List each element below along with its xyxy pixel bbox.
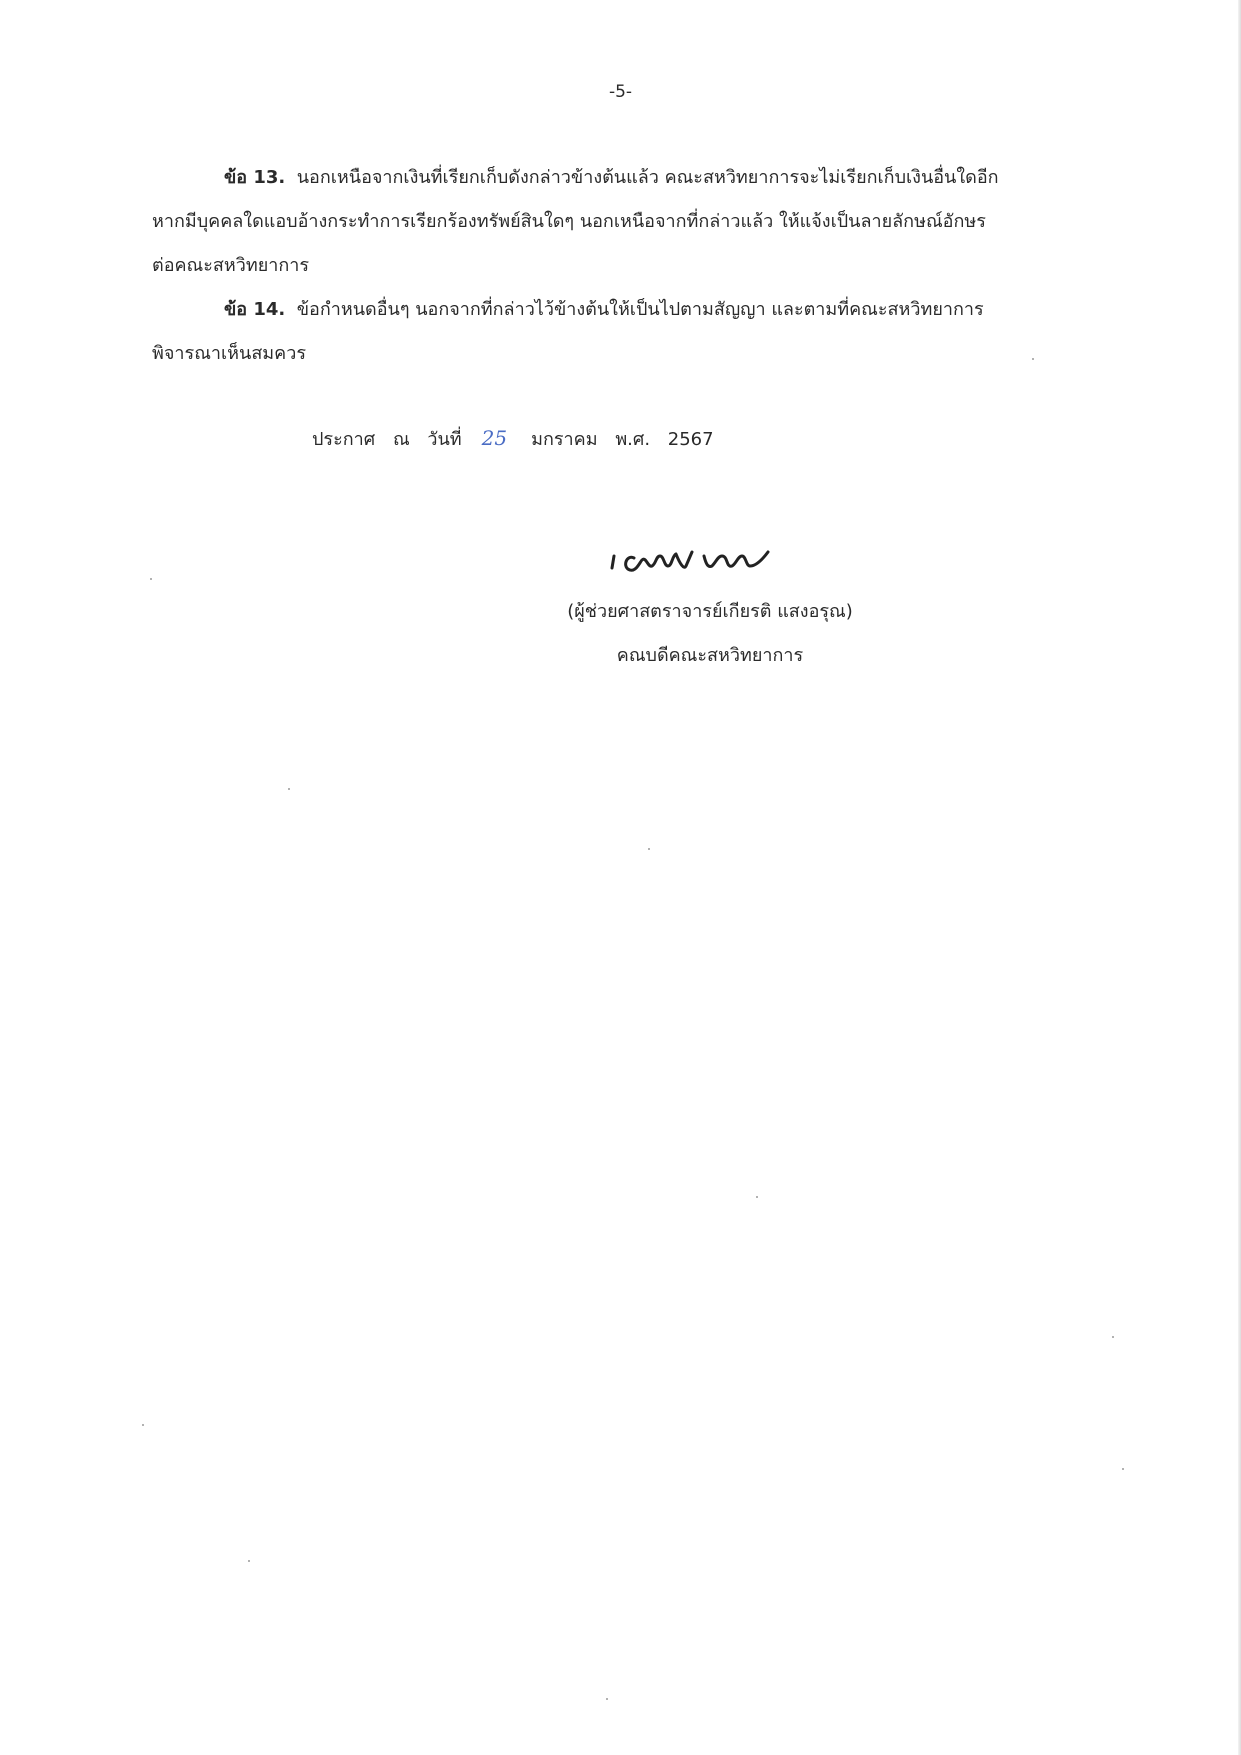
scan-speck (648, 848, 650, 850)
announcement-year: 2567 (667, 429, 714, 450)
announcement-day-label: วันที่ (427, 429, 462, 450)
scan-speck (142, 1424, 144, 1426)
clause-14-text-1: ข้อกำหนดอื่นๆ นอกจากที่กล่าวไว้ข้างต้นให้เป็นไปตามสัญญา และตามที่คณะสหวิทยาการ (296, 299, 984, 320)
scan-speck (1122, 1468, 1124, 1470)
signer-name: (ผู้ช่วยศาสตราจารย์เกียรติ แสงอรุณ) (567, 601, 853, 622)
signer-title: คณบดีคณะสหวิทยาการ (616, 645, 804, 666)
clause-14-line-1 (152, 288, 1112, 332)
announcement-date (312, 424, 726, 453)
scan-speck (288, 788, 290, 790)
clause-13 (152, 156, 1112, 288)
scan-speck (1032, 358, 1034, 360)
signature-image (600, 538, 830, 588)
scan-speck (1112, 1336, 1114, 1338)
announcement-month: มกราคม (531, 429, 598, 450)
announcement-at: ณ (392, 429, 410, 450)
scan-speck (756, 1196, 758, 1198)
clause-13-line-2: หากมีบุคคลใดแอบอ้างกระทำการเรียกร้องทรัพย์สินใดๆ นอกเหนือจากที่กล่าวแล้ว ให้แจ้งเป็นลายลักษณ์อักษร (152, 211, 986, 232)
clause-13-label: ข้อ 13. (224, 167, 286, 188)
clause-14-line-2: พิจารณาเห็นสมควร (152, 343, 306, 364)
clause-13-line-3: ต่อคณะสหวิทยาการ (152, 255, 310, 276)
scan-speck (248, 1560, 250, 1562)
clause-14-label: ข้อ 14. (224, 299, 286, 320)
clause-13-text-1: นอกเหนือจากเงินที่เรียกเก็บดังกล่าวข้างต้นแล้ว คณะสหวิทยาการจะไม่เรียกเก็บเงินอื่นใดอีก (296, 167, 999, 188)
announcement-era: พ.ศ. (615, 429, 651, 450)
handwritten-day: 25 (481, 426, 508, 450)
scan-speck (150, 578, 152, 580)
announcement-prefix: ประกาศ (312, 429, 376, 450)
clause-13-line-1 (152, 156, 1112, 200)
page-number: -5- (608, 82, 633, 102)
scan-speck (606, 1698, 608, 1700)
clause-14 (152, 288, 1112, 376)
